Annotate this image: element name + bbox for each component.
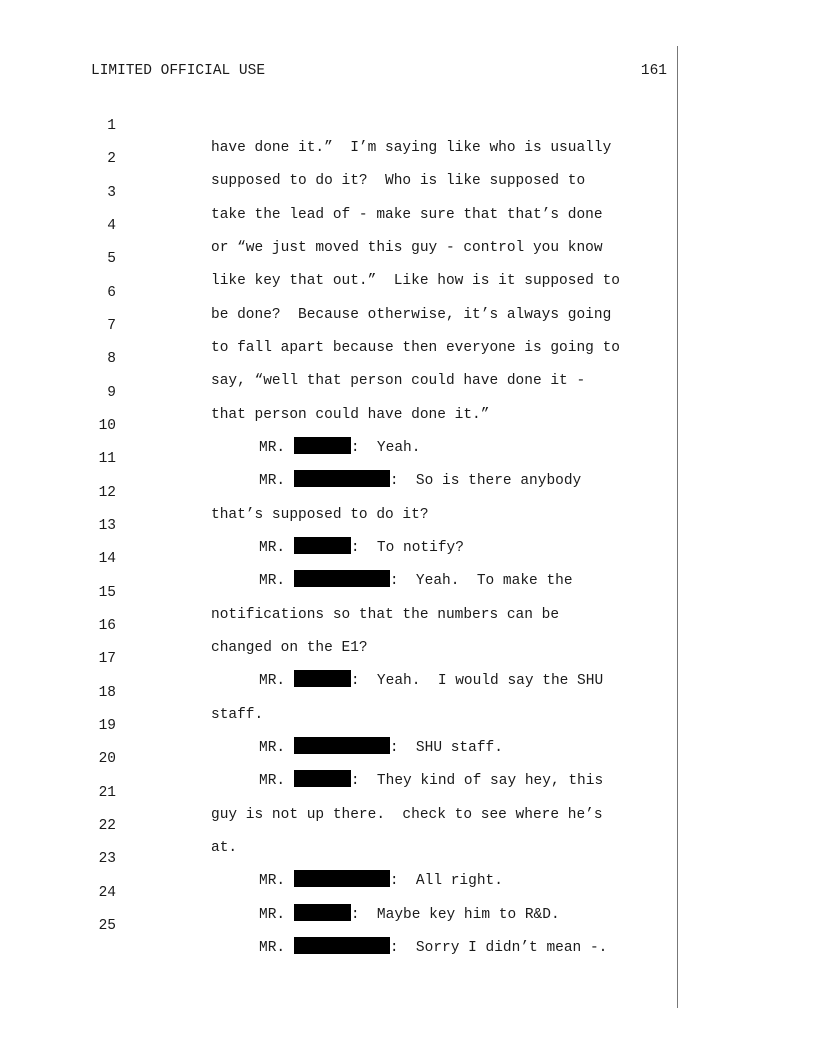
line-text: notifications so that the numbers can be [211,607,560,623]
line-number: 4 [107,218,116,234]
line-text: changed on the E1? [211,640,368,656]
line-number: 6 [107,285,116,301]
line-text: : Yeah. To make the [389,573,573,589]
line-text: like key that out.” Like how is it supposed to [211,273,620,289]
transcript-line [0,93,816,156]
line-text: supposed to do it? Who is like supposed to [211,173,586,189]
speaker-title: MR. [259,873,286,889]
transcript-line [0,426,816,489]
transcript-line [0,293,816,356]
line-number: 7 [107,318,116,334]
speaker-title: MR. [259,673,286,689]
line-number: 1 [107,118,116,134]
line-text: : SHU staff. [389,740,503,756]
line-number: 21 [98,785,116,801]
page-number: 161 [640,63,667,79]
line-text: staff. [211,707,264,723]
line-text: : They kind of say hey, this [350,773,604,789]
line-number: 22 [98,818,116,834]
transcript-line [0,860,816,923]
classification-marking: LIMITED OFFICIAL USE [91,63,266,79]
transcript-line [0,893,816,956]
line-text: guy is not up there. check to see where he’s [211,807,603,823]
line-number: 25 [98,918,116,934]
transcript-line [0,660,816,723]
line-number: 24 [98,885,116,901]
line-number: 16 [98,618,116,634]
transcript-line [0,226,816,289]
line-text: at. [211,840,238,856]
speaker-title: MR. [259,907,286,923]
line-number: 20 [98,751,116,767]
transcript-line [0,326,816,389]
transcript-line [0,126,816,189]
transcript-line [0,593,816,656]
line-text: : So is there anybody [389,473,582,489]
line-number: 9 [107,385,116,401]
line-text: or “we just moved this guy - control you know [211,240,603,256]
line-text: to fall apart because then everyone is going to [211,340,620,356]
transcript-line [0,760,816,823]
speaker-title: MR. [259,940,286,956]
transcript-line [0,826,816,889]
line-text: : To notify? [350,540,464,556]
line-number: 8 [107,351,116,367]
redaction-box [294,937,390,954]
speaker-title: MR. [259,540,286,556]
transcript-line [0,626,816,689]
page-header [91,61,667,81]
line-text: have done it.” I’m saying like who is usually [211,140,612,156]
line-number: 23 [98,851,116,867]
transcript-line [0,493,816,556]
line-number: 19 [98,718,116,734]
line-number: 11 [98,451,116,467]
line-text: : All right. [389,873,503,889]
transcript-line [0,193,816,256]
transcript-line [0,560,816,623]
line-text: : Yeah. I would say the SHU [350,673,604,689]
line-text: say, “well that person could have done it - [211,373,586,389]
line-text: that’s supposed to do it? [211,507,429,523]
transcript-line [0,160,816,223]
line-number: 10 [98,418,116,434]
line-number: 12 [98,485,116,501]
transcript-line [0,360,816,423]
line-text: be done? Because otherwise, it’s always going [211,307,612,323]
speaker-title: MR. [259,573,286,589]
line-number: 2 [107,151,116,167]
line-text: take the lead of - make sure that that’s done [211,207,603,223]
line-number: 3 [107,185,116,201]
transcript-line [0,793,816,856]
line-text: : Sorry I didn’t mean -. [389,940,608,956]
line-number: 14 [98,551,116,567]
speaker-title: MR. [259,440,286,456]
transcript-line [0,393,816,456]
line-number: 17 [98,651,116,667]
transcript-line [0,693,816,756]
line-text: : Maybe key him to R&D. [350,907,560,923]
transcript-line [0,726,816,789]
speaker-title: MR. [259,740,286,756]
speaker-title: MR. [259,473,286,489]
transcript-line [0,526,816,589]
line-number: 5 [107,251,116,267]
line-number: 13 [98,518,116,534]
line-text: that person could have done it.” [211,407,490,423]
line-text: : Yeah. [350,440,421,456]
transcript-line [0,260,816,323]
transcript-line [0,460,816,523]
line-number: 15 [98,585,116,601]
speaker-title: MR. [259,773,286,789]
line-number: 18 [98,685,116,701]
speaker-line [259,937,607,959]
